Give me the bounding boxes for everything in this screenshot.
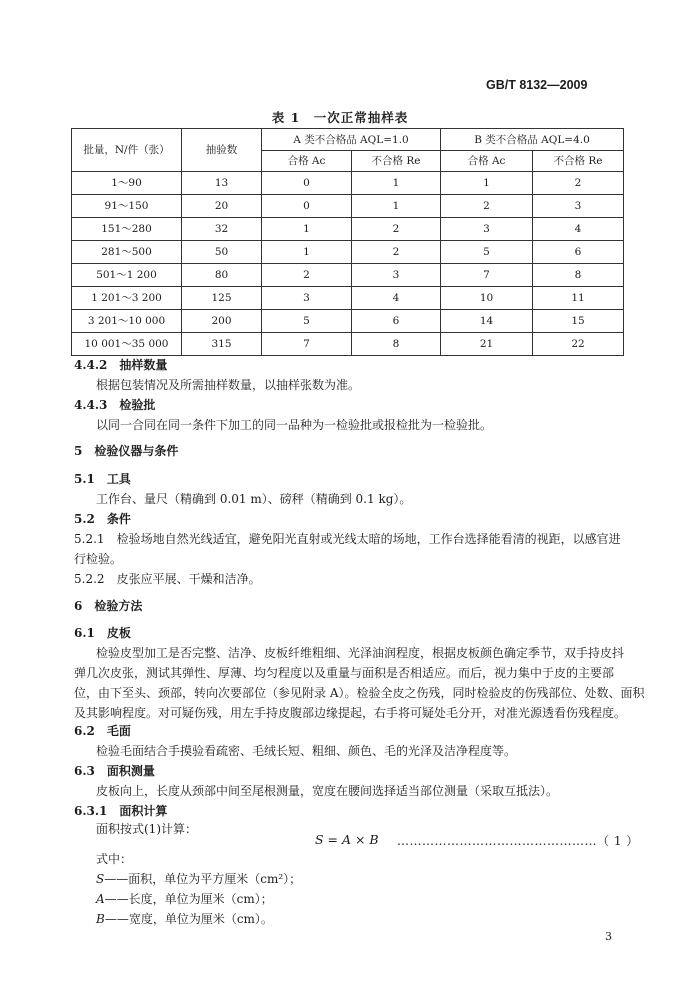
formula-where: 式中： — [96, 852, 133, 866]
table-caption: 表 1 一次正常抽样表 — [271, 110, 409, 125]
section-6-2-body: 检验毛面结合手摸验看疏密、毛绒长短、粗细、颜色、毛的光泽及洁净程度等。 — [96, 744, 517, 758]
a-re-cell: 4 — [352, 287, 441, 310]
b-re-cell: 3 — [533, 195, 624, 218]
table-row — [72, 287, 624, 310]
table-row — [72, 172, 624, 195]
a-ac-cell: 7 — [262, 333, 352, 356]
section-4-4-3-heading: 4.4.3 检验批 — [74, 398, 156, 412]
header-batch: 批量，N/件（张） — [72, 129, 182, 172]
formula-intro: 面积按式(1)计算： — [96, 822, 197, 836]
header-a-re: 不合格 Re — [352, 151, 441, 172]
a-re-cell: 2 — [352, 218, 441, 241]
standard-number: GB/T 8132—2009 — [486, 78, 588, 92]
table-row — [72, 218, 624, 241]
batch-cell: 151～280 — [72, 218, 182, 241]
formula-number: …………………………………………（ 1 ） — [397, 834, 639, 848]
batch-cell: 3 201～10 000 — [72, 310, 182, 333]
batch-cell: 1 201～3 200 — [72, 287, 182, 310]
a-ac-cell: 1 — [262, 218, 352, 241]
b-re-cell: 2 — [533, 172, 624, 195]
batch-cell: 501～1 200 — [72, 264, 182, 287]
header-a-ac: 合格 Ac — [262, 151, 352, 172]
batch-cell: 281～500 — [72, 241, 182, 264]
batch-cell: 1～90 — [72, 172, 182, 195]
section-4-4-2-body: 根据包装情况及所需抽样数量，以抽样张数为准。 — [96, 378, 361, 392]
section-6-1-line4: 及其影响程度。对可疑伤残，用左手持皮腹部边缘提起，右手将可疑处毛分开，对准光源透看伤残程度。 — [74, 706, 627, 720]
section-6-1-line3: 位，由下至头、颈部，转向次要部位（参见附录 A）。检验全皮之伤残，同时检验皮的伤残部位、处数、面积 — [74, 686, 645, 700]
def-a: A——长度，单位为厘米（cm）； — [96, 892, 273, 906]
a-ac-cell: 2 — [262, 264, 352, 287]
sample-size-cell: 315 — [182, 333, 262, 356]
b-re-cell: 4 — [533, 218, 624, 241]
b-re-cell: 6 — [533, 241, 624, 264]
b-ac-cell: 7 — [441, 264, 533, 287]
a-ac-cell: 0 — [262, 172, 352, 195]
a-re-cell: 8 — [352, 333, 441, 356]
a-ac-cell: 5 — [262, 310, 352, 333]
b-ac-cell: 3 — [441, 218, 533, 241]
table-row — [72, 333, 624, 356]
header-b-re: 不合格 Re — [533, 151, 624, 172]
table-row — [72, 195, 624, 218]
section-6-heading: 6 检验方法 — [74, 599, 143, 613]
section-5-heading: 5 检验仪器与条件 — [74, 444, 179, 458]
b-ac-cell: 21 — [441, 333, 533, 356]
def-s: S——面积，单位为平方厘米（cm²）； — [96, 872, 302, 886]
section-5-2-heading: 5.2 条件 — [74, 512, 131, 526]
a-ac-cell: 1 — [262, 241, 352, 264]
section-6-3-heading: 6.3 面积测量 — [74, 764, 155, 778]
section-4-4-3-body: 以同一合同在同一条件下加工的同一品种为一检验批或报检批为一检验批。 — [96, 418, 493, 432]
header-b-ac: 合格 Ac — [441, 151, 533, 172]
section-5-1-body: 工作台、量尺（精确到 0.01 m）、磅秤（精确到 0.1 kg）。 — [96, 492, 412, 506]
section-5-2-1-line1: 5.2.1 检验场地自然光线适宜，避免阳光直射或光线太暗的场地，工作台选择能看清的视距，以感官进 — [74, 532, 621, 546]
a-ac-cell: 0 — [262, 195, 352, 218]
sample-size-cell: 20 — [182, 195, 262, 218]
section-5-2-1-line2: 行检验。 — [74, 552, 123, 566]
a-re-cell: 1 — [352, 195, 441, 218]
section-6-1-heading: 6.1 皮板 — [74, 626, 131, 640]
section-5-2-2: 5.2.2 皮张应平展、干燥和洁净。 — [74, 572, 261, 586]
section-6-1-line1: 检验皮型加工是否完整、洁净、皮板纤维粗细、光泽油润程度，根据皮板颜色确定季节，双手持皮抖 — [96, 646, 625, 660]
sample-size-cell: 125 — [182, 287, 262, 310]
section-4-4-2-heading: 4.4.2 抽样数量 — [74, 358, 168, 372]
a-re-cell: 2 — [352, 241, 441, 264]
b-ac-cell: 5 — [441, 241, 533, 264]
header-sample-size: 抽验数 — [182, 129, 262, 172]
sample-size-cell: 32 — [182, 218, 262, 241]
a-ac-cell: 3 — [262, 287, 352, 310]
b-re-cell: 8 — [533, 264, 624, 287]
def-b: B——宽度，单位为厘米（cm）。 — [96, 912, 273, 926]
table-row — [72, 241, 624, 264]
b-ac-cell: 10 — [441, 287, 533, 310]
header-group-a: A 类不合格品 AQL=1.0 — [262, 129, 441, 151]
section-5-1-heading: 5.1 工具 — [74, 472, 131, 486]
b-re-cell: 22 — [533, 333, 624, 356]
a-re-cell: 3 — [352, 264, 441, 287]
sample-size-cell: 13 — [182, 172, 262, 195]
sample-size-cell: 200 — [182, 310, 262, 333]
table-row — [72, 264, 624, 287]
sample-size-cell: 50 — [182, 241, 262, 264]
batch-cell: 91～150 — [72, 195, 182, 218]
b-ac-cell: 2 — [441, 195, 533, 218]
b-re-cell: 15 — [533, 310, 624, 333]
a-re-cell: 1 — [352, 172, 441, 195]
header-group-b: B 类不合格品 AQL=4.0 — [441, 129, 624, 151]
batch-cell: 10 001～35 000 — [72, 333, 182, 356]
a-re-cell: 6 — [352, 310, 441, 333]
sample-size-cell: 80 — [182, 264, 262, 287]
section-6-1-line2: 弹几次皮张，测试其弹性、厚薄、均匀程度以及重量与面积是否相适应。而后，视力集中于皮的主要部 — [74, 666, 615, 680]
sampling-table — [71, 128, 624, 356]
page-number: 3 — [605, 930, 612, 943]
b-ac-cell: 14 — [441, 310, 533, 333]
b-ac-cell: 1 — [441, 172, 533, 195]
section-6-3-body: 皮板向上，长度从颈部中间至尾根测量，宽度在腰间选择适当部位测量（采取互抵法）。 — [96, 784, 559, 798]
table-row — [72, 310, 624, 333]
section-6-3-1-heading: 6.3.1 面积计算 — [74, 804, 168, 818]
area-formula: S = A × B — [315, 832, 379, 847]
b-re-cell: 11 — [533, 287, 624, 310]
section-6-2-heading: 6.2 毛面 — [74, 724, 131, 738]
